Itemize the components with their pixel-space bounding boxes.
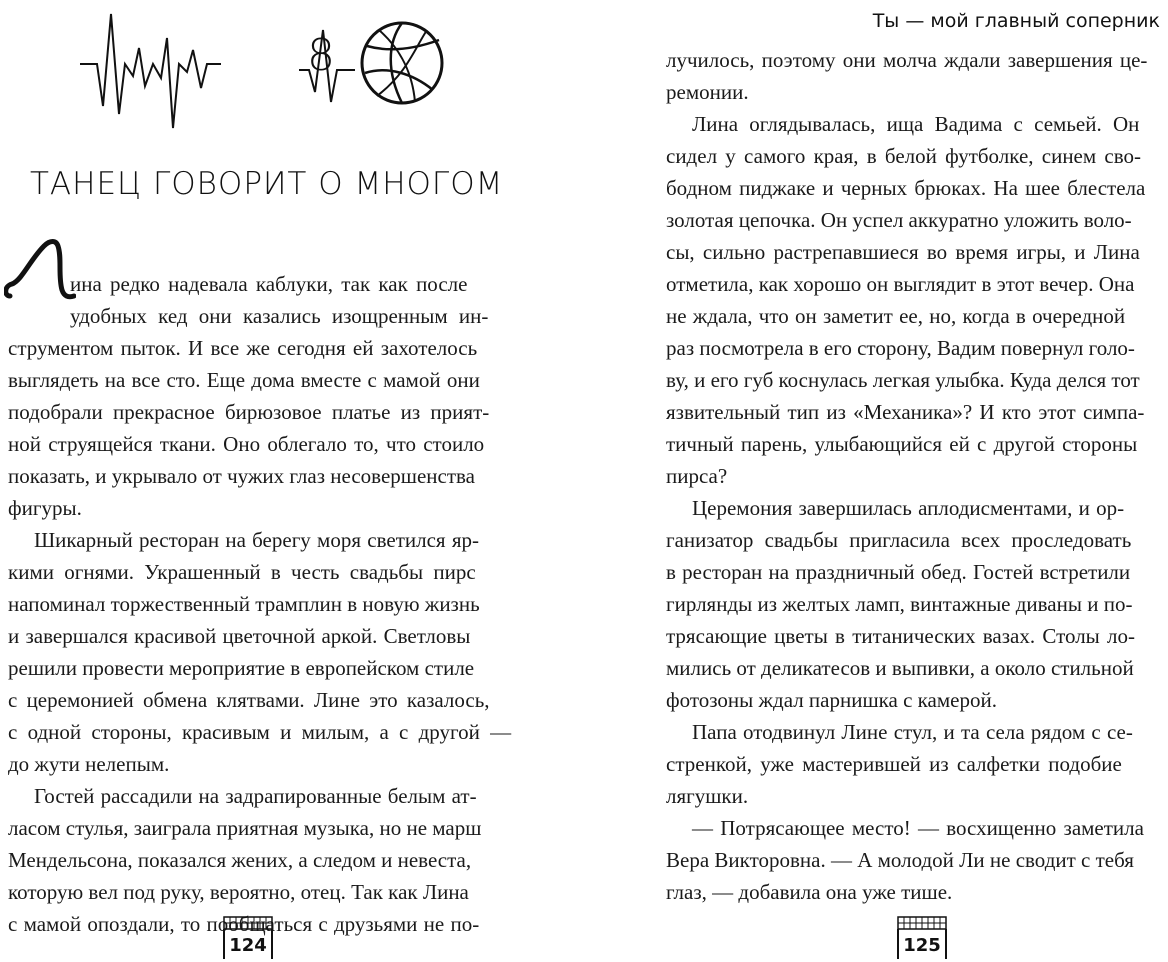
page-number-badge (896, 915, 948, 959)
text-line: Мендельсона, показался жених, а следом и невеста, (8, 848, 472, 872)
text-line: Гостей рассадили на задрапированные белым ат- (34, 784, 477, 808)
text-line: Вера Викторовна. — А молодой Ли не сводит с тебя (666, 848, 1134, 872)
text-line: лягушки. (666, 784, 749, 808)
text-line: Лина оглядывалась, ища Вадима с семьей. Он (692, 112, 1140, 136)
text-line: Церемония завершилась аплодисментами, и ор- (692, 496, 1125, 520)
text-line: до жути нелепым. (8, 752, 170, 776)
text-line: трясающие цветы в титанических вазах. Столы ло- (666, 624, 1136, 648)
text-line: лучилось, поэтому они молча ждали завершения це- (666, 48, 1148, 72)
chapter-number: 8 (307, 30, 335, 81)
text-line: стренкой, уже мастерившей из салфетки подобие (666, 752, 1122, 776)
text-line: ной струящейся ткани. Оно облегало то, что стоило (8, 432, 485, 456)
text-line: пирса? (666, 464, 728, 488)
heartbeat-line-icon (75, 8, 225, 138)
drop-cap-letter (4, 238, 76, 302)
text-line: с церемонией обмена клятвами. Лине это казалось, (8, 688, 490, 712)
heartbeat-line-short-icon (297, 22, 357, 112)
text-line: глаз, — добавила она уже тише. (666, 880, 953, 904)
running-head: Ты — мой главный соперник (872, 10, 1160, 32)
volleyball-icon (357, 18, 447, 108)
page-number: 124 (229, 935, 267, 956)
text-line: подобрали прекрасное бирюзовое платье из прият- (8, 400, 490, 424)
text-line: бодном пиджаке и черных брюках. На шее блестела (666, 176, 1146, 200)
text-line: струментом пыток. И все же сегодня ей захотелось (8, 336, 478, 360)
text-line: ремонии. (666, 80, 749, 104)
text-line: сидел у самого края, в белой футболке, синем сво- (666, 144, 1142, 168)
text-line: удобных кед они казались изощренным ин- (70, 304, 489, 328)
text-line: сы, сильно растрепавшиеся во время игры, и Лина (666, 240, 1140, 264)
text-line: не ждала, что он заметит ее, но, когда в очередной (666, 304, 1126, 328)
text-line: кими огнями. Украшенный в честь свадьбы пирс (8, 560, 476, 584)
text-line: фигуры. (8, 496, 82, 520)
text-line: фотозоны ждал парнишка с камерой. (666, 688, 997, 712)
text-line: напоминал торжественный трамплин в новую жизнь (8, 592, 480, 616)
text-line: решили провести мероприятие в европейском стиле (8, 656, 475, 680)
text-line: язвительный тип из «Механика»? И кто этот симпа- (666, 400, 1145, 424)
text-line: отметила, как хорошо он выглядит в этот вечер. Она (666, 272, 1135, 296)
text-line: ву, и его губ коснулась легкая улыбка. Куда делся тот (666, 368, 1140, 392)
text-line: ганизатор свадьбы пригласила всех проследовать (666, 528, 1132, 552)
left-page (0, 0, 560, 962)
text-line: в ресторан на праздничный обед. Гостей встретили (666, 560, 1131, 584)
text-line: — Потрясающее место! — восхищенно заметила (692, 816, 1144, 840)
page-number-badge (222, 915, 274, 959)
chapter-title: ТАНЕЦ ГОВОРИТ О МНОГОМ (30, 166, 504, 202)
text-line: ласом стулья, заиграла приятная музыка, но не марш (8, 816, 482, 840)
text-line: которую вел под руку, вероятно, отец. Так как Лина (8, 880, 469, 904)
text-line: с мамой опоздали, то пообщаться с друзьями не по- (8, 912, 480, 936)
text-line: и завершался красивой цветочной аркой. Светловы (8, 624, 471, 648)
text-line: ина редко надевала каблуки, так как после (70, 272, 468, 296)
text-line: раз посмотрела в его сторону, Вадим повернул голо- (666, 336, 1135, 360)
text-line: выглядеть на все сто. Еще дома вместе с мамой они (8, 368, 480, 392)
page-number: 125 (903, 935, 941, 956)
right-page (600, 0, 1168, 962)
text-line: мились от деликатесов и выпивки, а около стильной (666, 656, 1134, 680)
text-line: Шикарный ресторан на берегу моря светился яр- (34, 528, 479, 552)
text-line: с одной стороны, красивым и милым, а с другой — (8, 720, 512, 744)
text-line: Папа отодвинул Лине стул, и та села рядом с се- (692, 720, 1133, 744)
text-line: показать, и укрывало от чужих глаз несовершенства (8, 464, 475, 488)
text-line: гирлянды из желтых ламп, винтажные диваны и по- (666, 592, 1133, 616)
text-line: тичный парень, улыбающийся ей с другой стороны (666, 432, 1138, 456)
text-line: золотая цепочка. Он успел аккуратно уложить воло- (666, 208, 1132, 232)
chapter-header (75, 8, 475, 138)
